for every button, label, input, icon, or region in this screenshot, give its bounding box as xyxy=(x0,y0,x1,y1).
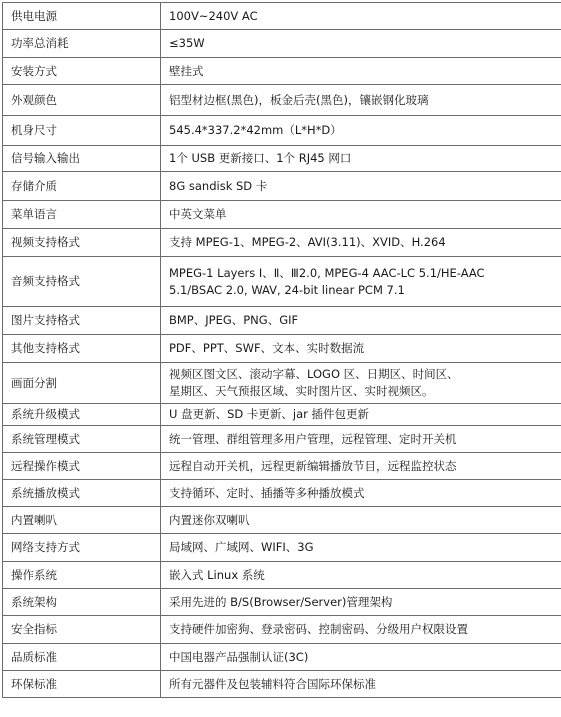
spec-row xyxy=(3,589,561,616)
spec-value xyxy=(161,507,561,534)
spec-value xyxy=(161,534,561,562)
spec-row xyxy=(3,201,561,229)
spec-label: 内置喇叭 xyxy=(3,507,161,534)
spec-value-line: 所有元器件及包装辅料符合国际环保标准 xyxy=(169,676,376,691)
spec-value xyxy=(161,589,561,616)
spec-value xyxy=(161,172,561,201)
spec-row xyxy=(3,335,561,363)
spec-value xyxy=(161,671,561,698)
spec-value-line: 局域网、广域网、WIFI、3G xyxy=(169,540,314,554)
spec-label: 功率总消耗 xyxy=(3,30,161,58)
spec-value xyxy=(161,58,561,85)
spec-label: 安全指标 xyxy=(3,616,161,644)
spec-label: 安装方式 xyxy=(3,58,161,85)
spec-value-line: ≤35W xyxy=(169,36,205,50)
spec-row xyxy=(3,257,561,307)
spec-row xyxy=(3,307,561,335)
spec-label: 操作系统 xyxy=(3,562,161,589)
spec-value xyxy=(161,257,561,307)
spec-value xyxy=(161,562,561,589)
spec-value xyxy=(161,363,561,404)
spec-value xyxy=(161,426,561,453)
spec-row xyxy=(3,146,561,172)
spec-value xyxy=(161,307,561,335)
spec-label: 系统架构 xyxy=(3,589,161,616)
spec-label: 系统播放模式 xyxy=(3,480,161,507)
spec-label: 网络支持方式 xyxy=(3,534,161,562)
spec-label: 视频支持格式 xyxy=(3,229,161,257)
spec-value-line: 中英文菜单 xyxy=(169,207,227,221)
spec-row xyxy=(3,616,561,644)
spec-row xyxy=(3,58,561,85)
spec-label: 系统升级模式 xyxy=(3,404,161,426)
spec-row xyxy=(3,363,561,404)
spec-value-line: MPEG-1 Layers Ⅰ、Ⅱ、Ⅲ2.0, MPEG-4 AAC-LC 5.1/HE-AAC xyxy=(169,265,485,280)
spec-value xyxy=(161,404,561,426)
spec-row xyxy=(3,480,561,507)
spec-value-line: 545.4*337.2*42mm（L*H*D） xyxy=(169,123,342,137)
spec-value-line: 100V~240V AC xyxy=(169,8,258,23)
spec-label: 音频支持格式 xyxy=(3,257,161,307)
spec-value xyxy=(161,30,561,58)
spec-row xyxy=(3,671,561,698)
spec-value xyxy=(161,85,561,116)
spec-label: 外观颜色 xyxy=(3,85,161,116)
spec-value xyxy=(161,201,561,229)
spec-value-line: 1个 USB 更新接口、1个 RJ45 网口 xyxy=(169,151,352,165)
spec-table xyxy=(2,2,561,698)
spec-value-line: 星期区、天气预报区域、实时图片区、实时视频区。 xyxy=(169,384,434,398)
spec-value-line: U 盘更新、SD 卡更新、jar 插件包更新 xyxy=(169,407,370,421)
spec-label: 画面分割 xyxy=(3,363,161,404)
spec-value xyxy=(161,146,561,172)
spec-value xyxy=(161,453,561,480)
spec-value xyxy=(161,3,561,30)
spec-row xyxy=(3,85,561,116)
spec-label: 其他支持格式 xyxy=(3,335,161,363)
spec-value xyxy=(161,229,561,257)
spec-value-line: 中国电器产品强制认证(3C) xyxy=(169,649,309,664)
spec-row xyxy=(3,453,561,480)
spec-value-line: 内置迷你双喇叭 xyxy=(169,512,250,527)
spec-label: 环保标准 xyxy=(3,671,161,698)
spec-row xyxy=(3,30,561,58)
spec-row xyxy=(3,534,561,562)
spec-label: 供电电源 xyxy=(3,3,161,30)
spec-value-line: 视频区图文区、滚动字幕、LOGO 区、日期区、时间区、 xyxy=(169,367,459,381)
spec-value-line: 嵌入式 Linux 系统 xyxy=(169,567,265,582)
spec-row xyxy=(3,172,561,201)
spec-value xyxy=(161,644,561,671)
spec-value-line: 支持循环、定时、插播等多种播放模式 xyxy=(169,485,365,500)
spec-label: 系统管理模式 xyxy=(3,426,161,453)
spec-row xyxy=(3,507,561,534)
spec-value-line: 支持硬件加密狗、登录密码、控制密码、分级用户权限设置 xyxy=(169,622,468,636)
spec-row xyxy=(3,562,561,589)
spec-value xyxy=(161,116,561,146)
spec-label: 存储介质 xyxy=(3,172,161,201)
spec-label: 图片支持格式 xyxy=(3,307,161,335)
spec-value-line: 统一管理、群组管理多用户管理，远程管理、定时开关机 xyxy=(169,431,457,446)
spec-value xyxy=(161,335,561,363)
spec-row xyxy=(3,426,561,453)
spec-table-body xyxy=(3,3,561,698)
spec-value xyxy=(161,616,561,644)
spec-value-line: 支持 MPEG-1、MPEG-2、AVI(3.11)、XVID、H.264 xyxy=(169,235,446,249)
spec-value-line: BMP、JPEG、PNG、GIF xyxy=(169,313,299,327)
spec-label: 信号输入输出 xyxy=(3,146,161,172)
spec-label: 远程操作模式 xyxy=(3,453,161,480)
spec-label: 品质标准 xyxy=(3,644,161,671)
spec-value-line: 采用先进的 B/S(Browser/Server)管理架构 xyxy=(169,594,393,609)
spec-value-line: 5.1/BSAC 2.0, WAV, 24-bit linear PCM 7.1 xyxy=(169,282,405,297)
spec-value-line: 壁挂式 xyxy=(169,63,204,78)
spec-row xyxy=(3,116,561,146)
spec-row xyxy=(3,229,561,257)
spec-value xyxy=(161,480,561,507)
spec-label: 机身尺寸 xyxy=(3,116,161,146)
spec-row xyxy=(3,644,561,671)
spec-value-line: 8G sandisk SD 卡 xyxy=(169,178,268,193)
spec-value-line: PDF、PPT、SWF、文本、实时数据流 xyxy=(169,341,365,355)
spec-row xyxy=(3,404,561,426)
spec-value-line: 铝型材边框(黑色)，板金后壳(黑色)，镶嵌钢化玻璃 xyxy=(169,92,429,107)
spec-label: 菜单语言 xyxy=(3,201,161,229)
spec-value-line: 远程自动开关机，远程更新编辑播放节目，远程监控状态 xyxy=(169,458,457,473)
spec-row xyxy=(3,3,561,30)
